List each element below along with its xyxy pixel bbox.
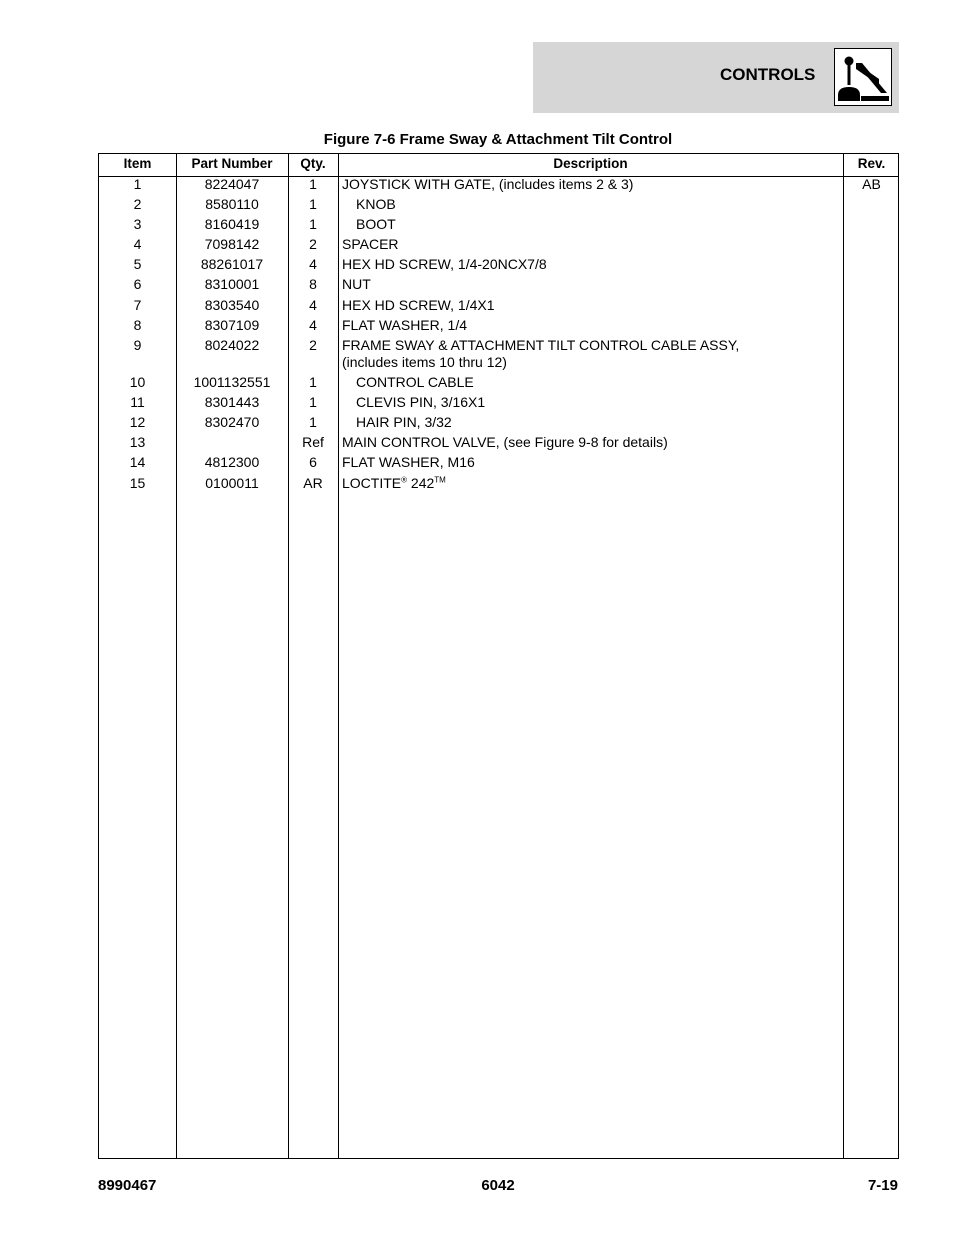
description-cell: FLAT WASHER, M16 (342, 454, 475, 470)
description-number: 242 (407, 475, 435, 491)
item-cell: 13 (129, 434, 146, 450)
description-cell: CLEVIS PIN, 3/16X1 (356, 394, 486, 410)
qty-cell: 1 (309, 196, 317, 212)
item-cell: 9 (133, 337, 142, 353)
rev-cell: AB (862, 176, 881, 192)
col-header-qty: Qty. (300, 156, 326, 171)
part-number-cell: 8310001 (204, 276, 260, 292)
col-header-rev: Rev. (857, 156, 886, 171)
qty-cell: 4 (309, 317, 317, 333)
item-cell: 11 (130, 394, 145, 410)
item-cell: 6 (133, 276, 142, 292)
qty-cell: 4 (309, 297, 317, 313)
qty-cell: 2 (309, 337, 317, 353)
item-cell: 12 (129, 414, 146, 430)
section-title: CONTROLS (720, 65, 816, 84)
part-number-cell: 8303540 (204, 297, 260, 313)
description-line-1: FRAME SWAY & ATTACHMENT TILT CONTROL CABLE ASSY, (342, 337, 740, 353)
item-cell: 14 (129, 454, 146, 470)
item-cell: 7 (133, 297, 142, 313)
col-header-part-number: Part Number (191, 156, 273, 171)
parts-table (98, 153, 899, 1159)
qty-cell: 1 (309, 374, 317, 390)
description-cell: HEX HD SCREW, 1/4-20NCX7/8 (342, 256, 547, 272)
part-number-cell: 4812300 (204, 454, 260, 470)
part-number-cell: 8301443 (204, 394, 260, 410)
qty-cell: 8 (309, 276, 317, 292)
joystick-control-icon (834, 48, 892, 106)
part-number-cell: 8160419 (204, 216, 260, 232)
part-number-cell: 8224047 (204, 176, 260, 192)
col-header-description: Description (553, 156, 628, 171)
description-cell: MAIN CONTROL VALVE, (see Figure 9-8 for details) (342, 434, 668, 450)
qty-cell: Ref (302, 434, 324, 450)
qty-cell: 1 (309, 216, 317, 232)
part-number-cell: 7098142 (204, 236, 260, 252)
footer-manual-number: 8990467 (98, 1177, 157, 1194)
item-cell: 10 (129, 374, 146, 390)
qty-cell: 4 (309, 256, 317, 272)
description-cell: BOOT (356, 216, 396, 232)
item-cell: 4 (133, 236, 142, 252)
part-number-cell: 88261017 (200, 256, 264, 272)
trademark-mark: TM (434, 475, 446, 485)
part-number-cell: 8024022 (204, 337, 260, 353)
item-cell: 1 (133, 176, 142, 192)
footer-page-number: 7-19 (867, 1177, 898, 1194)
qty-cell: 1 (309, 176, 317, 192)
qty-cell: 2 (309, 236, 317, 252)
description-cell: NUT (342, 276, 371, 292)
description-cell: HEX HD SCREW, 1/4X1 (342, 297, 495, 313)
description-cell: FLAT WASHER, 1/4 (342, 317, 467, 333)
item-cell: 15 (129, 475, 146, 491)
description-cell (342, 337, 842, 371)
qty-cell: AR (303, 475, 323, 491)
part-number-cell: 8580110 (205, 196, 259, 212)
description-cell: SPACER (342, 236, 399, 252)
item-cell: 8 (133, 317, 142, 333)
description-line-2: (includes items 10 thru 12) (342, 354, 507, 370)
item-cell: 2 (133, 196, 142, 212)
description-cell: KNOB (356, 196, 396, 212)
qty-cell: 1 (309, 394, 317, 410)
item-cell: 5 (133, 256, 142, 272)
description-cell (342, 475, 842, 492)
description-cell: JOYSTICK WITH GATE, (includes items 2 & 3) (342, 176, 634, 192)
description-cell: HAIR PIN, 3/32 (356, 414, 452, 430)
description-cell: CONTROL CABLE (356, 374, 474, 390)
figure-title: Figure 7-6 Frame Sway & Attachment Tilt Control (323, 131, 673, 148)
registered-mark: ® (401, 475, 408, 485)
col-header-item: Item (123, 156, 152, 171)
item-cell: 3 (133, 216, 142, 232)
qty-cell: 1 (309, 414, 317, 430)
part-number-cell: 8302470 (204, 414, 260, 430)
qty-cell: 6 (309, 454, 317, 470)
part-number-cell: 1001132551 (193, 374, 271, 390)
footer-model-number: 6042 (481, 1177, 515, 1194)
part-number-cell: 0100011 (205, 475, 259, 491)
part-number-cell: 8307109 (204, 317, 260, 333)
description-text: LOCTITE (342, 475, 402, 491)
